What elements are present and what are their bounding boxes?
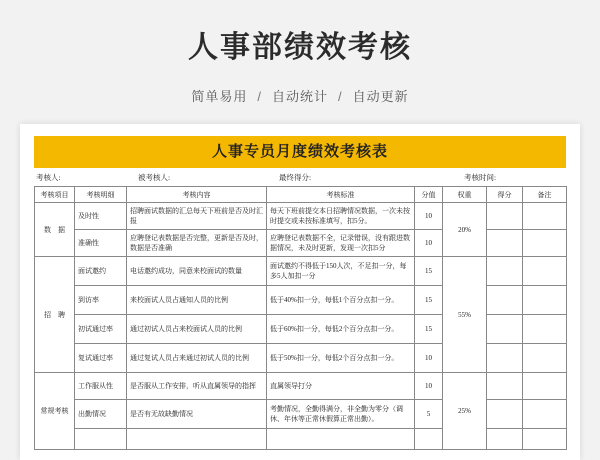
content-cell[interactable]: 通过初试人员占来校面试人员的比例 — [127, 315, 267, 344]
standard-cell[interactable]: 低于50%扣一分，每低2个百分点扣一分。 — [267, 344, 415, 373]
weight-cell[interactable]: 25% — [443, 373, 487, 450]
content-cell[interactable]: 来校面试人员占通知人员的比例 — [127, 286, 267, 315]
content-cell[interactable]: 应聘登记表数据是否完整，更新是否及时，数据是否准确 — [127, 230, 267, 257]
points-cell[interactable] — [487, 429, 523, 450]
tag-auto-update: 自动更新 — [352, 89, 409, 104]
score-cell[interactable]: 15 — [415, 286, 443, 315]
weight-cell[interactable]: 20% — [443, 203, 487, 257]
tag-auto-stats: 自动统计 — [271, 89, 328, 104]
standard-cell[interactable]: 面试邀约不得低于150人次，不足扣一分，每多5人加扣一分 — [267, 257, 415, 286]
remark-cell[interactable] — [523, 429, 567, 450]
header-cell: 考核内容 — [127, 187, 267, 203]
content-cell[interactable] — [127, 429, 267, 450]
detail-cell[interactable]: 工作服从性 — [75, 373, 127, 400]
header-cell: 分值 — [415, 187, 443, 203]
score-cell[interactable]: 15 — [415, 257, 443, 286]
tag-easy: 简单易用 — [191, 89, 248, 104]
hero-tagline — [0, 86, 600, 105]
hero-title: 人事部绩效考核 — [188, 31, 412, 64]
group-name: 数 据 — [35, 203, 75, 257]
standard-cell[interactable]: 低于40%扣一分，每低1个百分点扣一分。 — [267, 286, 415, 315]
detail-cell[interactable]: 准确性 — [75, 230, 127, 257]
remark-cell[interactable] — [523, 230, 567, 257]
sheet-title: 人事专员月度绩效考核表 — [34, 136, 566, 168]
group-name: 招 聘 — [35, 257, 75, 373]
standard-cell[interactable]: 低于60%扣一分，每低2个百分点扣一分。 — [267, 315, 415, 344]
tag-separator: / — [338, 89, 343, 104]
header-cell: 备注 — [523, 187, 567, 203]
standard-cell[interactable]: 考勤情况，全勤得满分，非全勤为零分（调休、年休等正常休假算正常出勤）。 — [267, 400, 415, 429]
points-cell[interactable] — [487, 344, 523, 373]
points-cell[interactable] — [487, 230, 523, 257]
header-cell: 得分 — [487, 187, 523, 203]
header-cell: 考核项目 — [35, 187, 75, 203]
assessed-label: 被考核人: — [138, 173, 171, 182]
table-row — [35, 257, 567, 286]
header-cell: 考核标准 — [267, 187, 415, 203]
remark-cell[interactable] — [523, 315, 567, 344]
remark-cell[interactable] — [523, 257, 567, 286]
table-header-row — [35, 187, 567, 203]
weight-cell[interactable]: 55% — [443, 257, 487, 373]
score-cell[interactable] — [415, 429, 443, 450]
detail-cell[interactable] — [75, 429, 127, 450]
remark-cell[interactable] — [523, 203, 567, 230]
hero-header — [0, 0, 600, 124]
content-cell[interactable]: 招聘面试数据的汇总每天下班前是否及时汇报 — [127, 203, 267, 230]
remark-cell[interactable] — [523, 286, 567, 315]
score-cell[interactable]: 5 — [415, 400, 443, 429]
remark-cell[interactable] — [523, 344, 567, 373]
content-cell[interactable]: 电话邀约成功，同意来校面试的数量 — [127, 257, 267, 286]
points-cell[interactable] — [487, 203, 523, 230]
table-row — [35, 429, 567, 450]
score-cell[interactable]: 10 — [415, 230, 443, 257]
content-cell[interactable]: 通过复试人员占来通过初试人员的比例 — [127, 344, 267, 373]
tag-separator: / — [257, 89, 262, 104]
points-cell[interactable] — [487, 315, 523, 344]
points-cell[interactable] — [487, 400, 523, 429]
table-row — [35, 373, 567, 400]
score-cell[interactable]: 10 — [415, 203, 443, 230]
header-cell: 权重 — [443, 187, 487, 203]
detail-cell[interactable]: 复试通过率 — [75, 344, 127, 373]
assessee-label: 考核人: — [36, 173, 61, 182]
points-cell[interactable] — [487, 286, 523, 315]
detail-cell[interactable]: 到访率 — [75, 286, 127, 315]
standard-cell[interactable] — [267, 429, 415, 450]
table-row — [35, 400, 567, 429]
detail-cell[interactable]: 面试邀约 — [75, 257, 127, 286]
remark-cell[interactable] — [523, 400, 567, 429]
content-cell[interactable]: 是否有无故缺勤情况 — [127, 400, 267, 429]
group-name: 常规考核 — [35, 373, 75, 450]
date-label: 考核时间: — [464, 173, 497, 182]
detail-cell[interactable]: 出勤情况 — [75, 400, 127, 429]
detail-cell[interactable]: 初试通过率 — [75, 315, 127, 344]
points-cell[interactable] — [487, 373, 523, 400]
standard-cell[interactable]: 应聘登记表数据不全，记录错误，没有跟进数据情况，未及时更新，发现一次扣5分 — [267, 230, 415, 257]
content-cell[interactable]: 是否服从工作安排，听从直属领导的指挥 — [127, 373, 267, 400]
points-cell[interactable] — [487, 257, 523, 286]
total-score-label: 最终得分: — [279, 173, 312, 182]
info-row — [34, 170, 566, 186]
header-cell: 考核明细 — [75, 187, 127, 203]
detail-cell[interactable]: 及时性 — [75, 203, 127, 230]
score-cell[interactable]: 15 — [415, 315, 443, 344]
table-row — [35, 203, 567, 230]
remark-cell[interactable] — [523, 373, 567, 400]
standard-cell[interactable]: 每天下班前提交本日招聘情况数据，一次未按时提交或未按标准填写，扣5分。 — [267, 203, 415, 230]
score-cell[interactable]: 10 — [415, 373, 443, 400]
score-cell[interactable]: 10 — [415, 344, 443, 373]
table-row — [35, 230, 567, 257]
table-row — [35, 344, 567, 373]
table-row — [35, 286, 567, 315]
table-row — [35, 315, 567, 344]
spreadsheet-preview — [20, 124, 580, 460]
standard-cell[interactable]: 直属领导打分 — [267, 373, 415, 400]
assessment-table — [34, 186, 567, 450]
